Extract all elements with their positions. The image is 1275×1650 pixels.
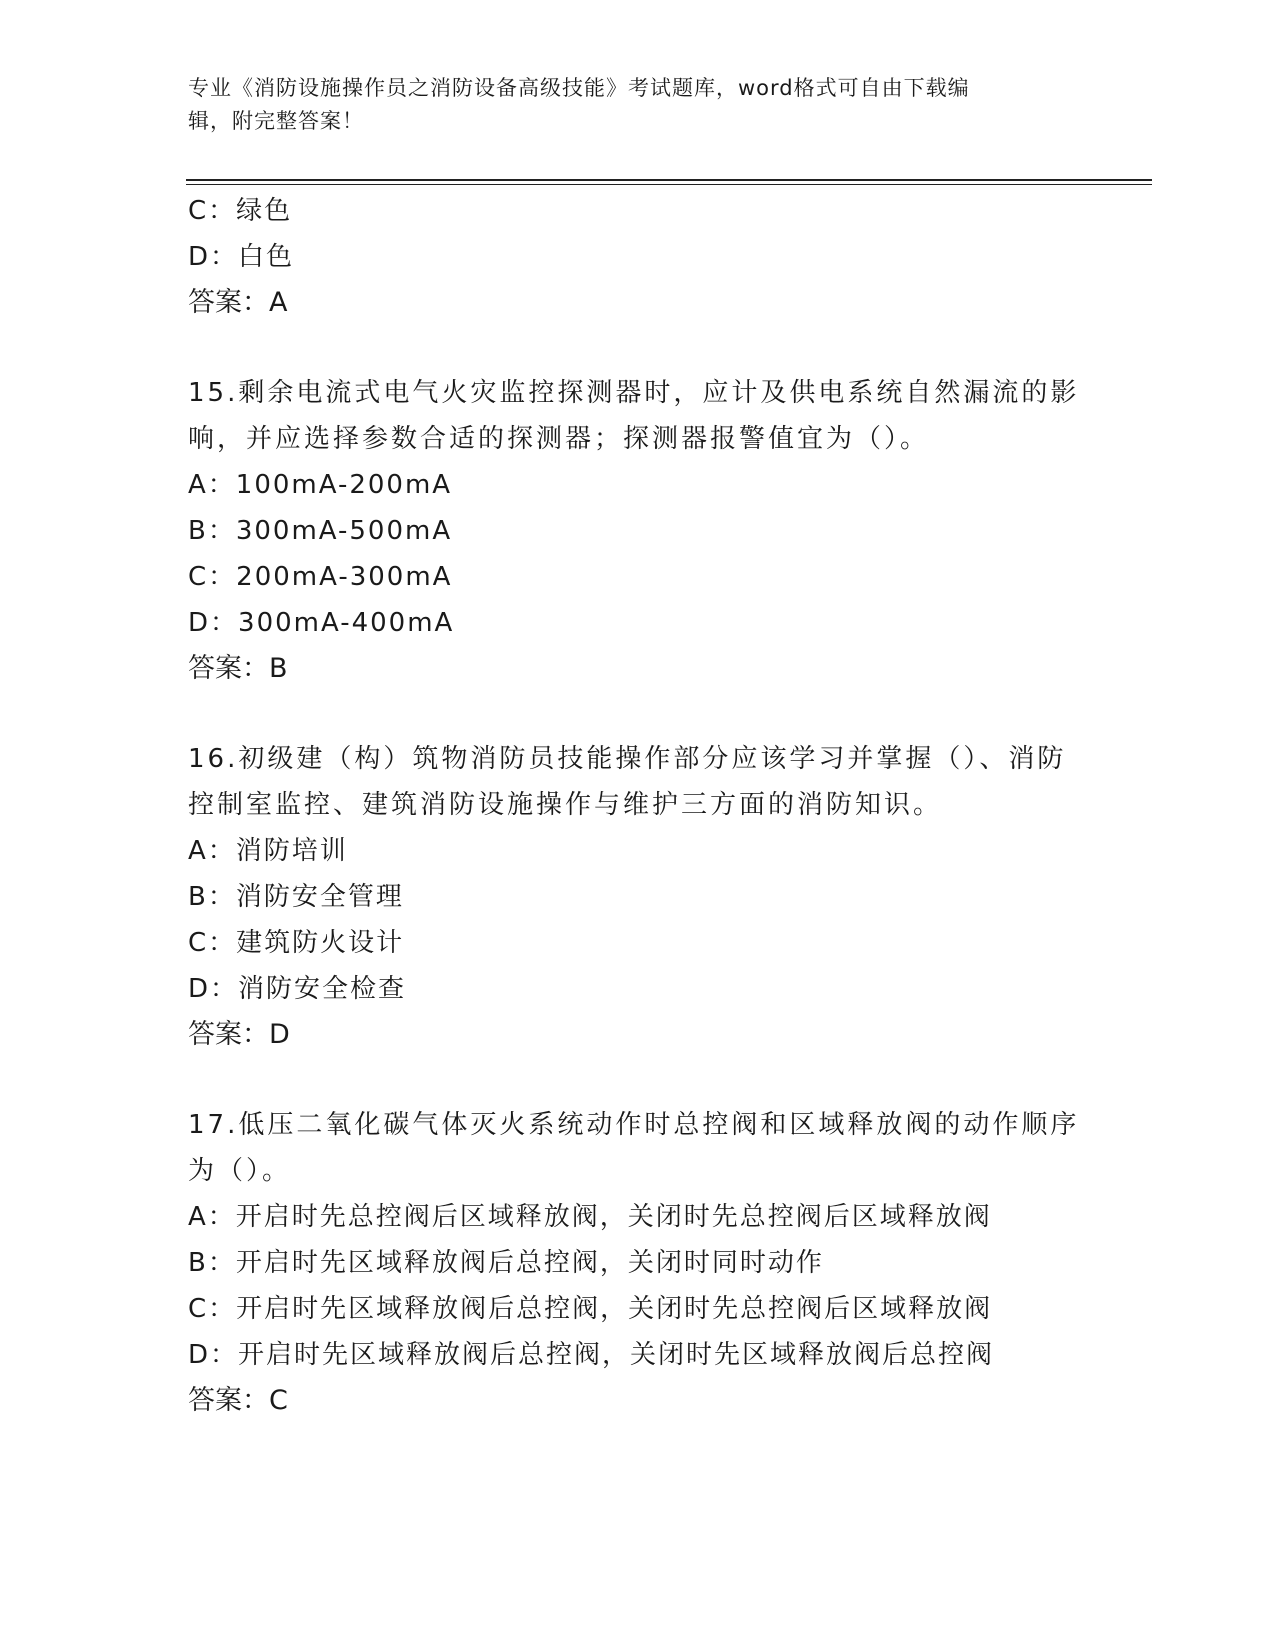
answer-line: 答案：C (188, 1385, 288, 1416)
option-d: D：白色 (188, 242, 295, 272)
option-a: A：消防培训 (188, 836, 348, 866)
question-stem-line: 15.剩余电流式电气火灾监控探测器时，应计及供电系统自然漏流的影 (188, 378, 1080, 408)
option-b: B：消防安全管理 (188, 882, 404, 912)
option-b: B：300mA-500mA (188, 516, 453, 546)
header-line-1: 专业《消防设施操作员之消防设备高级技能》考试题库，word格式可自由下载编 (188, 76, 970, 100)
option-a: A：100mA-200mA (188, 470, 453, 500)
answer-line: 答案：A (188, 287, 288, 318)
option-d: D：开启时先区域释放阀后总控阀，关闭时先区域释放阀后总控阀 (188, 1340, 995, 1370)
previous-question-tail (188, 188, 1088, 326)
option-c: C：建筑防火设计 (188, 928, 405, 958)
page-header (188, 72, 1088, 138)
question-stem-line: 16.初级建（构）筑物消防员技能操作部分应该学习并掌握（）、消防 (188, 744, 1067, 774)
answer-line: 答案：B (188, 653, 288, 684)
question-stem-line: 为（）。 (188, 1156, 292, 1186)
header-line-2: 辑，附完整答案！ (188, 109, 364, 133)
option-c: C：绿色 (188, 196, 293, 226)
option-d: D：300mA-400mA (188, 608, 455, 638)
question-15 (188, 370, 1088, 692)
question-list (188, 188, 1088, 1424)
question-stem-line: 控制室监控、建筑消防设施操作与维护三方面的消防知识。 (188, 790, 943, 820)
option-c: C：开启时先区域释放阀后总控阀，关闭时先总控阀后区域释放阀 (188, 1294, 993, 1324)
question-16 (188, 736, 1088, 1058)
question-stem-line: 17.低压二氧化碳气体灭火系统动作时总控阀和区域释放阀的动作顺序 (188, 1110, 1080, 1140)
question-stem-line: 响，并应选择参数合适的探测器；探测器报警值宜为（）。 (188, 424, 930, 454)
option-d: D：消防安全检查 (188, 974, 407, 1004)
header-divider-thin (186, 184, 1152, 185)
answer-line: 答案：D (188, 1019, 290, 1050)
header-divider-thick (186, 179, 1152, 181)
option-c: C：200mA-300mA (188, 562, 453, 592)
option-b: B：开启时先区域释放阀后总控阀，关闭时同时动作 (188, 1248, 824, 1278)
option-a: A：开启时先总控阀后区域释放阀，关闭时先总控阀后区域释放阀 (188, 1202, 992, 1232)
question-17 (188, 1102, 1088, 1424)
